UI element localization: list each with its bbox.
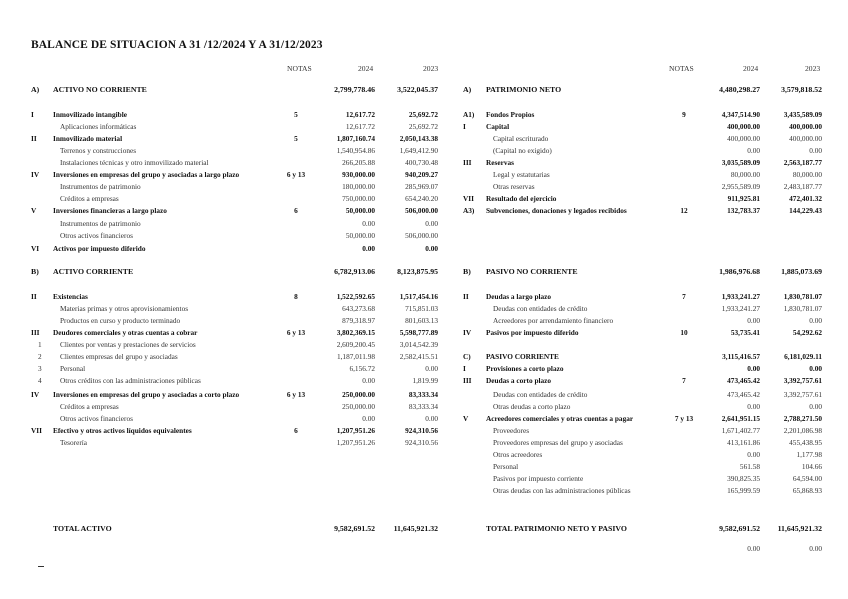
row-code: V <box>31 206 37 215</box>
row-value-2024: 2,641,951.15 <box>721 414 760 423</box>
row-value-2023: 2,563,187.77 <box>783 158 822 167</box>
row-value-2024: 3,115,416.57 <box>722 352 760 361</box>
balance-row <box>0 340 848 350</box>
row-label: Clientes empresas del grupo y asociadas <box>60 352 178 361</box>
row-label: Inversiones en empresas del grupo y asociadas a largo plazo <box>53 170 240 179</box>
row-value-2024: 3,802,369.15 <box>336 328 375 337</box>
row-value-2024: 2,955,589.09 <box>721 182 760 191</box>
balance-row <box>0 304 848 314</box>
row-code: 3 <box>38 364 42 373</box>
row-code: IV <box>31 170 40 179</box>
row-value-2024: 0.00 <box>362 376 375 385</box>
row-value-2024: 4,480,298.27 <box>719 85 760 94</box>
balance-row <box>0 219 848 229</box>
row-value-2024: 0.00 <box>362 219 375 228</box>
balance-row <box>0 438 848 448</box>
balance-row <box>0 244 848 254</box>
left-header-2024: 2024 <box>358 64 374 73</box>
row-label: Materias primas y otros aprovisionamientos <box>60 304 189 313</box>
left-header-notas: NOTAS <box>287 64 312 73</box>
balance-row <box>0 426 848 436</box>
row-value-2024: 1,522,592.65 <box>336 292 375 301</box>
balance-row <box>0 146 848 156</box>
row-value-2024: 266,205.88 <box>342 158 375 167</box>
balance-row <box>0 194 848 204</box>
row-value-2024: 1,933,241.27 <box>721 292 760 301</box>
row-value-2023: 0.00 <box>809 402 822 411</box>
balance-row <box>0 134 848 144</box>
balance-row <box>0 231 848 241</box>
row-value-2024: 2,799,778.46 <box>334 85 375 94</box>
row-value-2023: 3,579,818.52 <box>781 85 822 94</box>
row-value-2024: 9,582,691.52 <box>719 524 760 533</box>
row-label: Activos por impuesto diferido <box>53 244 146 253</box>
balance-row <box>0 402 848 412</box>
row-value-2023: 1,885,073.69 <box>781 267 822 276</box>
row-value-2023: 715,851.03 <box>405 304 438 313</box>
row-value-2023: 0.00 <box>425 219 438 228</box>
row-value-2024: 879,318.97 <box>342 316 375 325</box>
row-value-2023: 3,392,757.61 <box>783 376 822 385</box>
row-value-2024: 9,582,691.52 <box>334 524 375 533</box>
row-value-2024: 1,540,954.86 <box>336 146 375 155</box>
row-value-2024: 132,783.37 <box>727 206 760 215</box>
row-label: Productos en curso y producto terminado <box>60 316 181 325</box>
row-code: VII <box>463 194 474 203</box>
row-value-2024: 1,671,402.77 <box>721 426 760 435</box>
row-label: Fondos Propios <box>486 110 535 119</box>
row-label: (Capital no exigido) <box>493 146 552 155</box>
footer-mark <box>38 566 44 567</box>
row-value-2024: 80,000.00 <box>730 170 760 179</box>
row-value-2023: 0.00 <box>425 414 438 423</box>
balance-row <box>0 486 848 496</box>
balance-row <box>0 524 848 534</box>
row-label: Aplicaciones informáticas <box>60 122 137 131</box>
row-nota: 6 <box>294 426 298 435</box>
balance-row <box>0 474 848 484</box>
row-code: IV <box>31 390 40 399</box>
balance-row <box>0 267 848 277</box>
row-value-2024: 53,735.41 <box>730 328 760 337</box>
row-label: Proveedores <box>493 426 530 435</box>
balance-row <box>0 414 848 424</box>
row-value-2024: 750,000.00 <box>342 194 375 203</box>
row-value-2024: 180,000.00 <box>342 182 375 191</box>
row-value-2023: 0.00 <box>425 244 438 253</box>
row-code: B) <box>463 267 471 276</box>
row-value-2023: 285,969.07 <box>405 182 438 191</box>
row-label: Clientes por ventas y prestaciones de servicios <box>60 340 196 349</box>
row-value-2023: 940,209.27 <box>405 170 438 179</box>
row-code: VI <box>31 244 40 253</box>
row-value-2024: 2,609,200.45 <box>336 340 375 349</box>
row-value-2024: 930,000.00 <box>342 170 375 179</box>
row-label: Instrumentos de patrimonio <box>60 182 141 191</box>
row-value-2024: 473,465.42 <box>727 376 760 385</box>
row-value-2023: 11,645,921.32 <box>777 524 822 533</box>
row-value-2024: 400,000.00 <box>727 122 760 131</box>
row-value-2024: 6,156.72 <box>349 364 375 373</box>
row-value-2024: 413,161.86 <box>727 438 760 447</box>
row-label: Subvenciones, donaciones y legados recibidos <box>486 206 627 215</box>
row-value-2023: 400,000.00 <box>789 134 822 143</box>
row-value-2023: 0.00 <box>809 316 822 325</box>
row-label: Capital escriturado <box>493 134 549 143</box>
row-label: TOTAL PATRIMONIO NETO Y PASIVO <box>486 524 627 533</box>
row-label: Provisiones a corto plazo <box>486 364 564 373</box>
row-label: Otros activos financieros <box>60 231 133 240</box>
row-code: V <box>463 414 469 423</box>
row-label: PASIVO CORRIENTE <box>486 352 559 361</box>
row-nota: 6 y 13 <box>286 390 306 399</box>
row-value-2024: 0.00 <box>747 316 760 325</box>
row-label: Efectivo y otros activos líquidos equivalentes <box>53 426 192 435</box>
row-label: Inmovilizado intangible <box>53 110 127 119</box>
row-value-2023: 2,483,187.77 <box>783 182 822 191</box>
right-header-notas: NOTAS <box>669 64 694 73</box>
row-value-2023: 0.00 <box>809 146 822 155</box>
row-value-2024: 390,825.35 <box>727 474 760 483</box>
row-label: Otros créditos con las administraciones públicas <box>60 376 201 385</box>
row-label: Reservas <box>486 158 514 167</box>
balance-row <box>0 450 848 460</box>
row-code: 2 <box>38 352 42 361</box>
row-value-2023: 1,830,781.07 <box>783 292 822 301</box>
row-label: Instrumentos de patrimonio <box>60 219 141 228</box>
row-label: Otras deudas a corto plazo <box>493 402 571 411</box>
row-label: Pasivos por impuesto corriente <box>493 474 584 483</box>
row-label: Resultado del ejercicio <box>486 194 557 203</box>
row-value-2023: 8,123,875.95 <box>397 267 438 276</box>
balance-row <box>0 390 848 400</box>
row-label: Deudas con entidades de crédito <box>493 304 588 313</box>
row-value-2023: 83,333.34 <box>408 390 438 399</box>
row-code: 4 <box>38 376 42 385</box>
row-label: ACTIVO CORRIENTE <box>53 267 134 276</box>
balance-row <box>0 170 848 180</box>
balance-row <box>0 110 848 120</box>
row-code: A1) <box>463 110 475 119</box>
balance-row <box>0 352 848 362</box>
row-value-2024: 561.58 <box>739 462 760 471</box>
row-value-2023: 3,435,589.09 <box>783 110 822 119</box>
row-value-2023: 400,000.00 <box>789 122 822 131</box>
row-value-2024: 0.00 <box>362 414 375 423</box>
row-value-2024: 12,617.72 <box>345 110 375 119</box>
row-value-2023: 924,310.56 <box>405 426 438 435</box>
balance-title: BALANCE DE SITUACION A 31 /12/2024 Y A 31/12/2023 <box>31 39 323 51</box>
row-value-2024: 473,465.42 <box>727 390 760 399</box>
row-value-2023: 3,522,045.37 <box>397 85 438 94</box>
balance-row <box>0 292 848 302</box>
row-label: Deudores comerciales y otras cuentas a cobrar <box>53 328 198 337</box>
row-value-2023: 11,645,921.32 <box>393 524 438 533</box>
row-label: Deudas a corto plazo <box>486 376 552 385</box>
row-value-2024: 1,207,951.26 <box>336 426 375 435</box>
balance-row <box>0 364 848 374</box>
row-value-2024: 165,999.59 <box>727 486 760 495</box>
row-value-2023: 5,598,777.89 <box>399 328 438 337</box>
row-label: Otras reservas <box>493 182 535 191</box>
row-value-2023: 0.00 <box>809 544 822 553</box>
row-value-2023: 80,000.00 <box>792 170 822 179</box>
row-code: VII <box>31 426 42 435</box>
row-code: A3) <box>463 206 475 215</box>
row-value-2023: 25,692.72 <box>408 122 438 131</box>
row-nota: 9 <box>682 110 686 119</box>
row-code: III <box>463 158 472 167</box>
row-label: Deudas con entidades de crédito <box>493 390 588 399</box>
row-label: PATRIMONIO NETO <box>486 85 562 94</box>
row-value-2023: 455,438.95 <box>789 438 822 447</box>
row-value-2023: 64,594.00 <box>792 474 822 483</box>
left-header-2023: 2023 <box>423 64 439 73</box>
row-value-2023: 506,000.00 <box>405 231 438 240</box>
row-value-2024: 0.00 <box>747 450 760 459</box>
row-value-2023: 6,181,029.11 <box>784 352 822 361</box>
row-nota: 6 y 13 <box>286 170 306 179</box>
row-value-2023: 2,201,086.98 <box>783 426 822 435</box>
row-label: Créditos a empresas <box>60 402 119 411</box>
row-value-2024: 0.00 <box>747 146 760 155</box>
row-value-2023: 1,649,412.90 <box>399 146 438 155</box>
row-value-2023: 0.00 <box>809 364 822 373</box>
row-label: Personal <box>493 462 519 471</box>
row-value-2023: 1,819.99 <box>412 376 438 385</box>
row-value-2023: 654,240.20 <box>405 194 438 203</box>
row-nota: 6 <box>294 206 298 215</box>
row-code: A) <box>31 85 40 94</box>
row-code: I <box>463 122 466 131</box>
row-label: Créditos a empresas <box>60 194 119 203</box>
row-code: III <box>463 376 472 385</box>
row-label: TOTAL ACTIVO <box>53 524 112 533</box>
balance-row <box>0 158 848 168</box>
row-value-2023: 472,401.32 <box>789 194 822 203</box>
row-value-2023: 1,830,781.07 <box>783 304 822 313</box>
row-value-2023: 924,310.56 <box>405 438 438 447</box>
row-value-2023: 1,177.98 <box>796 450 822 459</box>
row-value-2023: 3,014,542.39 <box>399 340 438 349</box>
row-label: Instalaciones técnicas y otro inmovilizado material <box>60 158 209 167</box>
row-code: I <box>31 110 34 119</box>
row-nota: 10 <box>680 328 688 337</box>
row-label: Acreedores por arrendamiento financiero <box>493 316 614 325</box>
row-value-2023: 104.66 <box>801 462 822 471</box>
row-code: II <box>31 134 37 143</box>
row-label: Legal y estatutarias <box>493 170 550 179</box>
row-label: PASIVO NO CORRIENTE <box>486 267 578 276</box>
right-header-2023: 2023 <box>805 64 821 73</box>
row-value-2023: 83,333.34 <box>408 402 438 411</box>
row-code: III <box>31 328 40 337</box>
row-value-2024: 0.00 <box>747 402 760 411</box>
row-code: II <box>31 292 37 301</box>
row-value-2024: 0.00 <box>747 544 760 553</box>
balance-row <box>0 544 848 554</box>
row-label: Existencias <box>53 292 88 301</box>
row-nota: 7 <box>682 292 686 301</box>
row-value-2023: 65,868.93 <box>792 486 822 495</box>
row-value-2024: 250,000.00 <box>342 390 375 399</box>
row-value-2024: 1,933,241.27 <box>721 304 760 313</box>
row-label: Otros acreedores <box>493 450 543 459</box>
row-code: C) <box>463 352 471 361</box>
row-label: Inversiones en empresas del grupo y asociadas a corto plazo <box>53 390 240 399</box>
row-value-2023: 2,788,271.50 <box>783 414 822 423</box>
row-value-2023: 1,517,454.16 <box>399 292 438 301</box>
row-value-2024: 1,187,011.98 <box>336 352 375 361</box>
right-header-2024: 2024 <box>743 64 759 73</box>
row-value-2023: 144,229.43 <box>789 206 822 215</box>
balance-row <box>0 316 848 326</box>
row-label: Pasivos por impuesto diferido <box>486 328 579 337</box>
row-nota: 6 y 13 <box>286 328 306 337</box>
row-value-2024: 12,617.72 <box>345 122 375 131</box>
row-value-2024: 1,807,160.74 <box>336 134 375 143</box>
row-value-2023: 400,730.48 <box>405 158 438 167</box>
row-value-2023: 25,692.72 <box>408 110 438 119</box>
row-nota: 8 <box>294 292 298 301</box>
row-nota: 5 <box>294 110 298 119</box>
row-value-2024: 643,273.68 <box>342 304 375 313</box>
row-value-2024: 250,000.00 <box>342 402 375 411</box>
row-code: II <box>463 292 469 301</box>
row-label: Personal <box>60 364 86 373</box>
row-label: Inmovilizado material <box>53 134 123 143</box>
row-value-2023: 0.00 <box>425 364 438 373</box>
row-value-2024: 911,925.81 <box>727 194 760 203</box>
row-label: Terrenos y construcciones <box>60 146 137 155</box>
row-value-2024: 3,035,589.09 <box>721 158 760 167</box>
row-nota: 7 <box>682 376 686 385</box>
row-value-2024: 1,986,976.68 <box>719 267 760 276</box>
balance-row <box>0 182 848 192</box>
row-label: Proveedores empresas del grupo y asociadas <box>493 438 623 447</box>
balance-row <box>0 328 848 338</box>
balance-row <box>0 376 848 386</box>
row-value-2024: 400,000.00 <box>727 134 760 143</box>
row-label: Otros activos financieros <box>60 414 133 423</box>
row-label: Acreedores comerciales y otras cuentas a pagar <box>486 414 634 423</box>
row-value-2023: 54,292.62 <box>792 328 822 337</box>
row-value-2024: 6,782,913.06 <box>334 267 375 276</box>
balance-row <box>0 85 848 95</box>
row-label: Tesorería <box>60 438 88 447</box>
row-label: ACTIVO NO CORRIENTE <box>53 85 147 94</box>
row-label: Deudas a largo plazo <box>486 292 552 301</box>
row-value-2024: 50,000.00 <box>345 231 375 240</box>
row-value-2024: 1,207,951.26 <box>336 438 375 447</box>
row-nota: 12 <box>680 206 688 215</box>
row-label: Capital <box>486 122 510 131</box>
row-value-2023: 506,000.00 <box>405 206 438 215</box>
balance-row <box>0 462 848 472</box>
row-code: B) <box>31 267 39 276</box>
row-label: Inversiones financieras a largo plazo <box>53 206 167 215</box>
row-code: I <box>463 364 466 373</box>
row-code: A) <box>463 85 472 94</box>
row-code: IV <box>463 328 472 337</box>
balance-row <box>0 122 848 132</box>
row-value-2024: 4,347,514.90 <box>721 110 760 119</box>
row-value-2023: 801,603.13 <box>405 316 438 325</box>
row-value-2024: 0.00 <box>362 244 375 253</box>
row-value-2024: 0.00 <box>747 364 760 373</box>
row-label: Otras deudas con las administraciones públicas <box>493 486 631 495</box>
row-nota: 5 <box>294 134 298 143</box>
row-value-2023: 2,582,415.51 <box>399 352 438 361</box>
row-code: 1 <box>38 340 42 349</box>
row-value-2024: 50,000.00 <box>345 206 375 215</box>
row-value-2023: 2,050,143.38 <box>399 134 438 143</box>
row-nota: 7 y 13 <box>674 414 694 423</box>
row-value-2023: 3,392,757.61 <box>783 390 822 399</box>
balance-row <box>0 206 848 216</box>
